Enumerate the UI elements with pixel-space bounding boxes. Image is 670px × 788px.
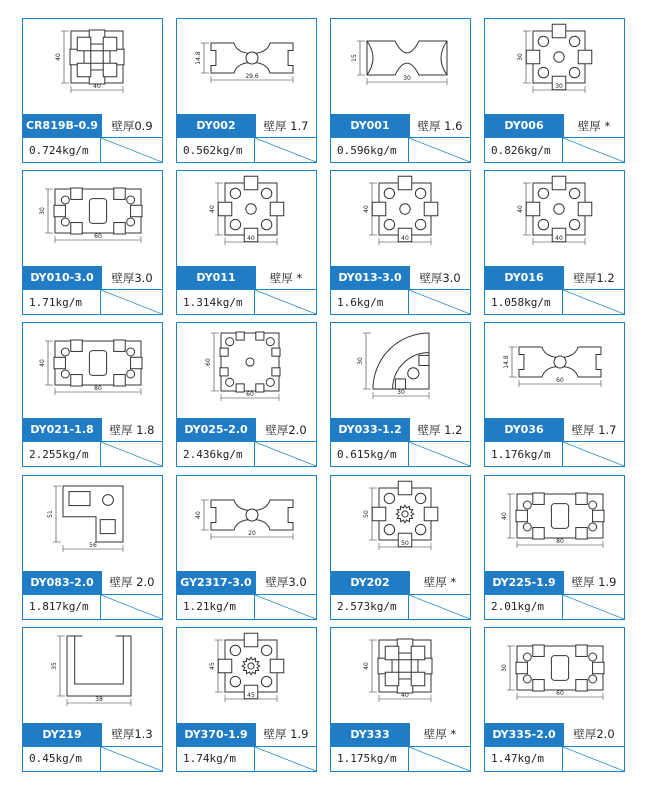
model-code: DY010-3.0: [23, 266, 101, 289]
dimension-vertical: 45: [209, 661, 216, 670]
weight-per-meter: 0.596kg/m: [331, 138, 409, 162]
dimension-vertical: 40: [501, 511, 508, 520]
spec-band: [485, 723, 624, 746]
model-code: DY202: [331, 571, 409, 594]
empty-cell: [255, 747, 316, 771]
weight-per-meter: 1.71kg/m: [23, 290, 101, 314]
dimension-horizontal: 60: [246, 391, 254, 399]
profile-card: [330, 18, 471, 163]
profile-card: [22, 322, 163, 467]
model-code: DY013-3.0: [331, 266, 409, 289]
dimension-horizontal: 30: [555, 83, 563, 90]
wall-thickness: 壁厚 1.9: [563, 571, 624, 594]
spec-band: [177, 723, 316, 746]
weight-row: [485, 137, 624, 162]
profile-cross-section: [485, 323, 623, 418]
wall-thickness: 壁厚 *: [255, 266, 316, 289]
empty-cell: [409, 747, 470, 771]
dimension-vertical: 35: [51, 661, 58, 670]
weight-row: [331, 594, 470, 619]
weight-per-meter: 2.01kg/m: [485, 595, 563, 619]
profile-card: [176, 627, 317, 772]
profile-card: [484, 322, 625, 467]
wall-thickness: 壁厚3.0: [409, 266, 470, 289]
model-code: DY016: [485, 266, 563, 289]
profile-cross-section: [331, 19, 469, 114]
weight-row: [485, 594, 624, 619]
profile-drawing: [177, 323, 315, 418]
profile-drawing: [485, 171, 623, 266]
weight-row: [177, 289, 316, 314]
dimension-vertical: 40: [363, 205, 370, 214]
profile-cross-section: [331, 171, 469, 266]
profile-cross-section: [485, 476, 623, 571]
profile-drawing: [23, 628, 161, 723]
profile-drawing: [331, 171, 469, 266]
empty-cell: [101, 595, 162, 619]
model-code: DY001: [331, 114, 409, 137]
profile-cross-section: [23, 19, 161, 114]
weight-row: [485, 746, 624, 771]
profile-card: [176, 322, 317, 467]
empty-cell: [101, 442, 162, 466]
weight-per-meter: 1.175kg/m: [331, 747, 409, 771]
wall-thickness: 壁厚 1.2: [409, 418, 470, 441]
dimension-horizontal: 40: [401, 235, 409, 243]
dimension-vertical: 50: [363, 509, 370, 518]
profile-card: [22, 18, 163, 163]
model-code: DY219: [23, 723, 101, 746]
spec-band: [177, 266, 316, 289]
model-code: DY025-2.0: [177, 418, 255, 441]
weight-per-meter: 0.562kg/m: [177, 138, 255, 162]
wall-thickness: 壁厚 1.7: [563, 418, 624, 441]
weight-row: [177, 594, 316, 619]
profile-grid: [22, 18, 625, 772]
weight-per-meter: 0.724kg/m: [23, 138, 101, 162]
profile-drawing: [485, 323, 623, 418]
dimension-vertical: 30: [39, 207, 46, 216]
empty-cell: [255, 290, 316, 314]
model-code: CR819B-0.9: [23, 114, 101, 137]
empty-cell: [101, 138, 162, 162]
weight-per-meter: 1.6kg/m: [331, 290, 409, 314]
wall-thickness: 壁厚2.0: [255, 418, 316, 441]
weight-row: [331, 289, 470, 314]
dimension-horizontal: 29.6: [245, 73, 259, 80]
profile-cross-section: [177, 323, 315, 418]
profile-drawing: [177, 19, 315, 114]
wall-thickness: 壁厚1.3: [101, 723, 162, 746]
empty-cell: [409, 138, 470, 162]
profile-cross-section: [177, 476, 315, 571]
model-code: DY011: [177, 266, 255, 289]
spec-band: [485, 266, 624, 289]
dimension-vertical: 14.8: [503, 355, 510, 370]
weight-row: [23, 289, 162, 314]
weight-per-meter: 0.615kg/m: [331, 442, 409, 466]
profile-cross-section: [23, 171, 161, 266]
profile-drawing: [23, 171, 161, 266]
weight-row: [23, 441, 162, 466]
profile-card: [22, 170, 163, 315]
model-code: DY002: [177, 114, 255, 137]
spec-band: [23, 418, 162, 441]
weight-per-meter: 2.255kg/m: [23, 442, 101, 466]
profile-cross-section: [331, 628, 469, 723]
wall-thickness: 壁厚2.0: [563, 723, 624, 746]
weight-row: [331, 441, 470, 466]
dimension-vertical: 15: [351, 54, 358, 62]
spec-band: [485, 571, 624, 594]
weight-row: [331, 137, 470, 162]
empty-cell: [255, 442, 316, 466]
dimension-vertical: 60: [205, 358, 212, 367]
dimension-vertical: 40: [209, 205, 216, 214]
dimension-horizontal: 60: [556, 377, 564, 385]
weight-per-meter: 1.314kg/m: [177, 290, 255, 314]
empty-cell: [101, 290, 162, 314]
profile-cross-section: [485, 171, 623, 266]
dimension-vertical: 30: [501, 663, 508, 672]
profile-drawing: [23, 323, 161, 418]
profile-card: [330, 322, 471, 467]
weight-row: [485, 441, 624, 466]
dimension-horizontal: 38: [95, 695, 103, 703]
profile-drawing: [177, 476, 315, 571]
wall-thickness: 壁厚 1.7: [255, 114, 316, 137]
dimension-horizontal: 60: [556, 689, 564, 697]
wall-thickness: 壁厚 1.9: [255, 723, 316, 746]
dimension-vertical: 40: [55, 53, 62, 61]
spec-band: [23, 266, 162, 289]
empty-cell: [255, 138, 316, 162]
weight-row: [485, 289, 624, 314]
profile-card: [176, 18, 317, 163]
wall-thickness: 壁厚1.2: [563, 266, 624, 289]
profile-drawing: [331, 323, 469, 418]
empty-cell: [101, 747, 162, 771]
profile-drawing: [485, 19, 623, 114]
profile-card: [330, 475, 471, 620]
profile-drawing: [177, 628, 315, 723]
wall-thickness: 壁厚 *: [409, 571, 470, 594]
model-code: DY083-2.0: [23, 571, 101, 594]
weight-row: [23, 137, 162, 162]
dimension-vertical: 51: [47, 509, 54, 518]
weight-per-meter: 1.21kg/m: [177, 595, 255, 619]
dimension-horizontal: 30: [397, 389, 405, 397]
weight-row: [177, 441, 316, 466]
spec-band: [331, 418, 470, 441]
model-code: DY033-1.2: [331, 418, 409, 441]
dimension-horizontal: 56: [89, 541, 97, 549]
empty-cell: [409, 595, 470, 619]
weight-per-meter: 1.058kg/m: [485, 290, 563, 314]
wall-thickness: 壁厚 *: [563, 114, 624, 137]
empty-cell: [563, 442, 624, 466]
model-code: DY370-1.9: [177, 723, 255, 746]
weight-row: [177, 137, 316, 162]
spec-band: [331, 114, 470, 137]
spec-band: [23, 114, 162, 137]
dimension-horizontal: 30: [403, 75, 411, 82]
empty-cell: [563, 595, 624, 619]
profile-card: [330, 627, 471, 772]
profile-drawing: [331, 19, 469, 114]
weight-per-meter: 1.74kg/m: [177, 747, 255, 771]
spec-band: [177, 571, 316, 594]
profile-cross-section: [485, 19, 623, 114]
weight-per-meter: 2.436kg/m: [177, 442, 255, 466]
wall-thickness: 壁厚 1.8: [101, 418, 162, 441]
dimension-vertical: 40: [363, 661, 370, 670]
empty-cell: [409, 442, 470, 466]
dimension-horizontal: 20: [248, 529, 256, 537]
spec-band: [23, 571, 162, 594]
spec-band: [331, 571, 470, 594]
empty-cell: [563, 138, 624, 162]
weight-row: [23, 746, 162, 771]
profile-drawing: [485, 628, 623, 723]
spec-band: [177, 418, 316, 441]
dimension-vertical: 30: [517, 53, 524, 61]
dimension-horizontal: 40: [247, 235, 255, 243]
profile-cross-section: [23, 323, 161, 418]
model-code: DY036: [485, 418, 563, 441]
spec-band: [23, 723, 162, 746]
profile-cross-section: [177, 19, 315, 114]
dimension-horizontal: 40: [93, 83, 101, 90]
profile-card: [176, 475, 317, 620]
empty-cell: [409, 290, 470, 314]
profile-card: [22, 627, 163, 772]
weight-row: [177, 746, 316, 771]
weight-per-meter: 1.817kg/m: [23, 595, 101, 619]
profile-drawing: [23, 19, 161, 114]
weight-per-meter: 1.47kg/m: [485, 747, 563, 771]
dimension-horizontal: 50: [401, 539, 409, 547]
profile-drawing: [23, 476, 161, 571]
spec-band: [331, 266, 470, 289]
weight-row: [23, 594, 162, 619]
dimension-vertical: 40: [517, 205, 524, 214]
profile-card: [484, 170, 625, 315]
model-code: GY2317-3.0: [177, 571, 255, 594]
weight-per-meter: 0.826kg/m: [485, 138, 563, 162]
dimension-horizontal: 40: [401, 691, 409, 699]
weight-per-meter: 2.573kg/m: [331, 595, 409, 619]
profile-drawing: [331, 476, 469, 571]
profile-drawing: [331, 628, 469, 723]
profile-card: [484, 627, 625, 772]
dimension-vertical: 40: [39, 359, 46, 368]
weight-per-meter: 0.45kg/m: [23, 747, 101, 771]
spec-band: [331, 723, 470, 746]
profile-cross-section: [23, 476, 161, 571]
profile-card: [484, 475, 625, 620]
profile-cross-section: [177, 171, 315, 266]
model-code: DY006: [485, 114, 563, 137]
weight-per-meter: 1.176kg/m: [485, 442, 563, 466]
profile-card: [484, 18, 625, 163]
dimension-horizontal: 40: [555, 235, 563, 243]
dimension-vertical: 14.8: [195, 51, 202, 65]
empty-cell: [255, 595, 316, 619]
profile-cross-section: [23, 628, 161, 723]
profile-card: [330, 170, 471, 315]
wall-thickness: 壁厚 *: [409, 723, 470, 746]
model-code: DY021-1.8: [23, 418, 101, 441]
model-code: DY333: [331, 723, 409, 746]
spec-band: [177, 114, 316, 137]
model-code: DY225-1.9: [485, 571, 563, 594]
dimension-horizontal: 45: [247, 691, 255, 699]
profile-drawing: [485, 476, 623, 571]
profile-drawing: [177, 171, 315, 266]
wall-thickness: 壁厚3.0: [101, 266, 162, 289]
dimension-vertical: 40: [195, 510, 202, 519]
dimension-horizontal: 60: [94, 233, 102, 241]
spec-band: [485, 418, 624, 441]
profile-card: [22, 475, 163, 620]
profile-cross-section: [485, 628, 623, 723]
wall-thickness: 壁厚0.9: [101, 114, 162, 137]
profile-card: [176, 170, 317, 315]
dimension-horizontal: 80: [94, 385, 102, 393]
weight-row: [331, 746, 470, 771]
dimension-horizontal: 80: [556, 537, 564, 545]
wall-thickness: 壁厚 1.6: [409, 114, 470, 137]
model-code: DY335-2.0: [485, 723, 563, 746]
dimension-vertical: 30: [357, 357, 364, 366]
empty-cell: [563, 747, 624, 771]
wall-thickness: 壁厚3.0: [255, 571, 316, 594]
profile-cross-section: [177, 628, 315, 723]
empty-cell: [563, 290, 624, 314]
profile-cross-section: [331, 476, 469, 571]
wall-thickness: 壁厚 2.0: [101, 571, 162, 594]
spec-band: [485, 114, 624, 137]
profile-cross-section: [331, 323, 469, 418]
